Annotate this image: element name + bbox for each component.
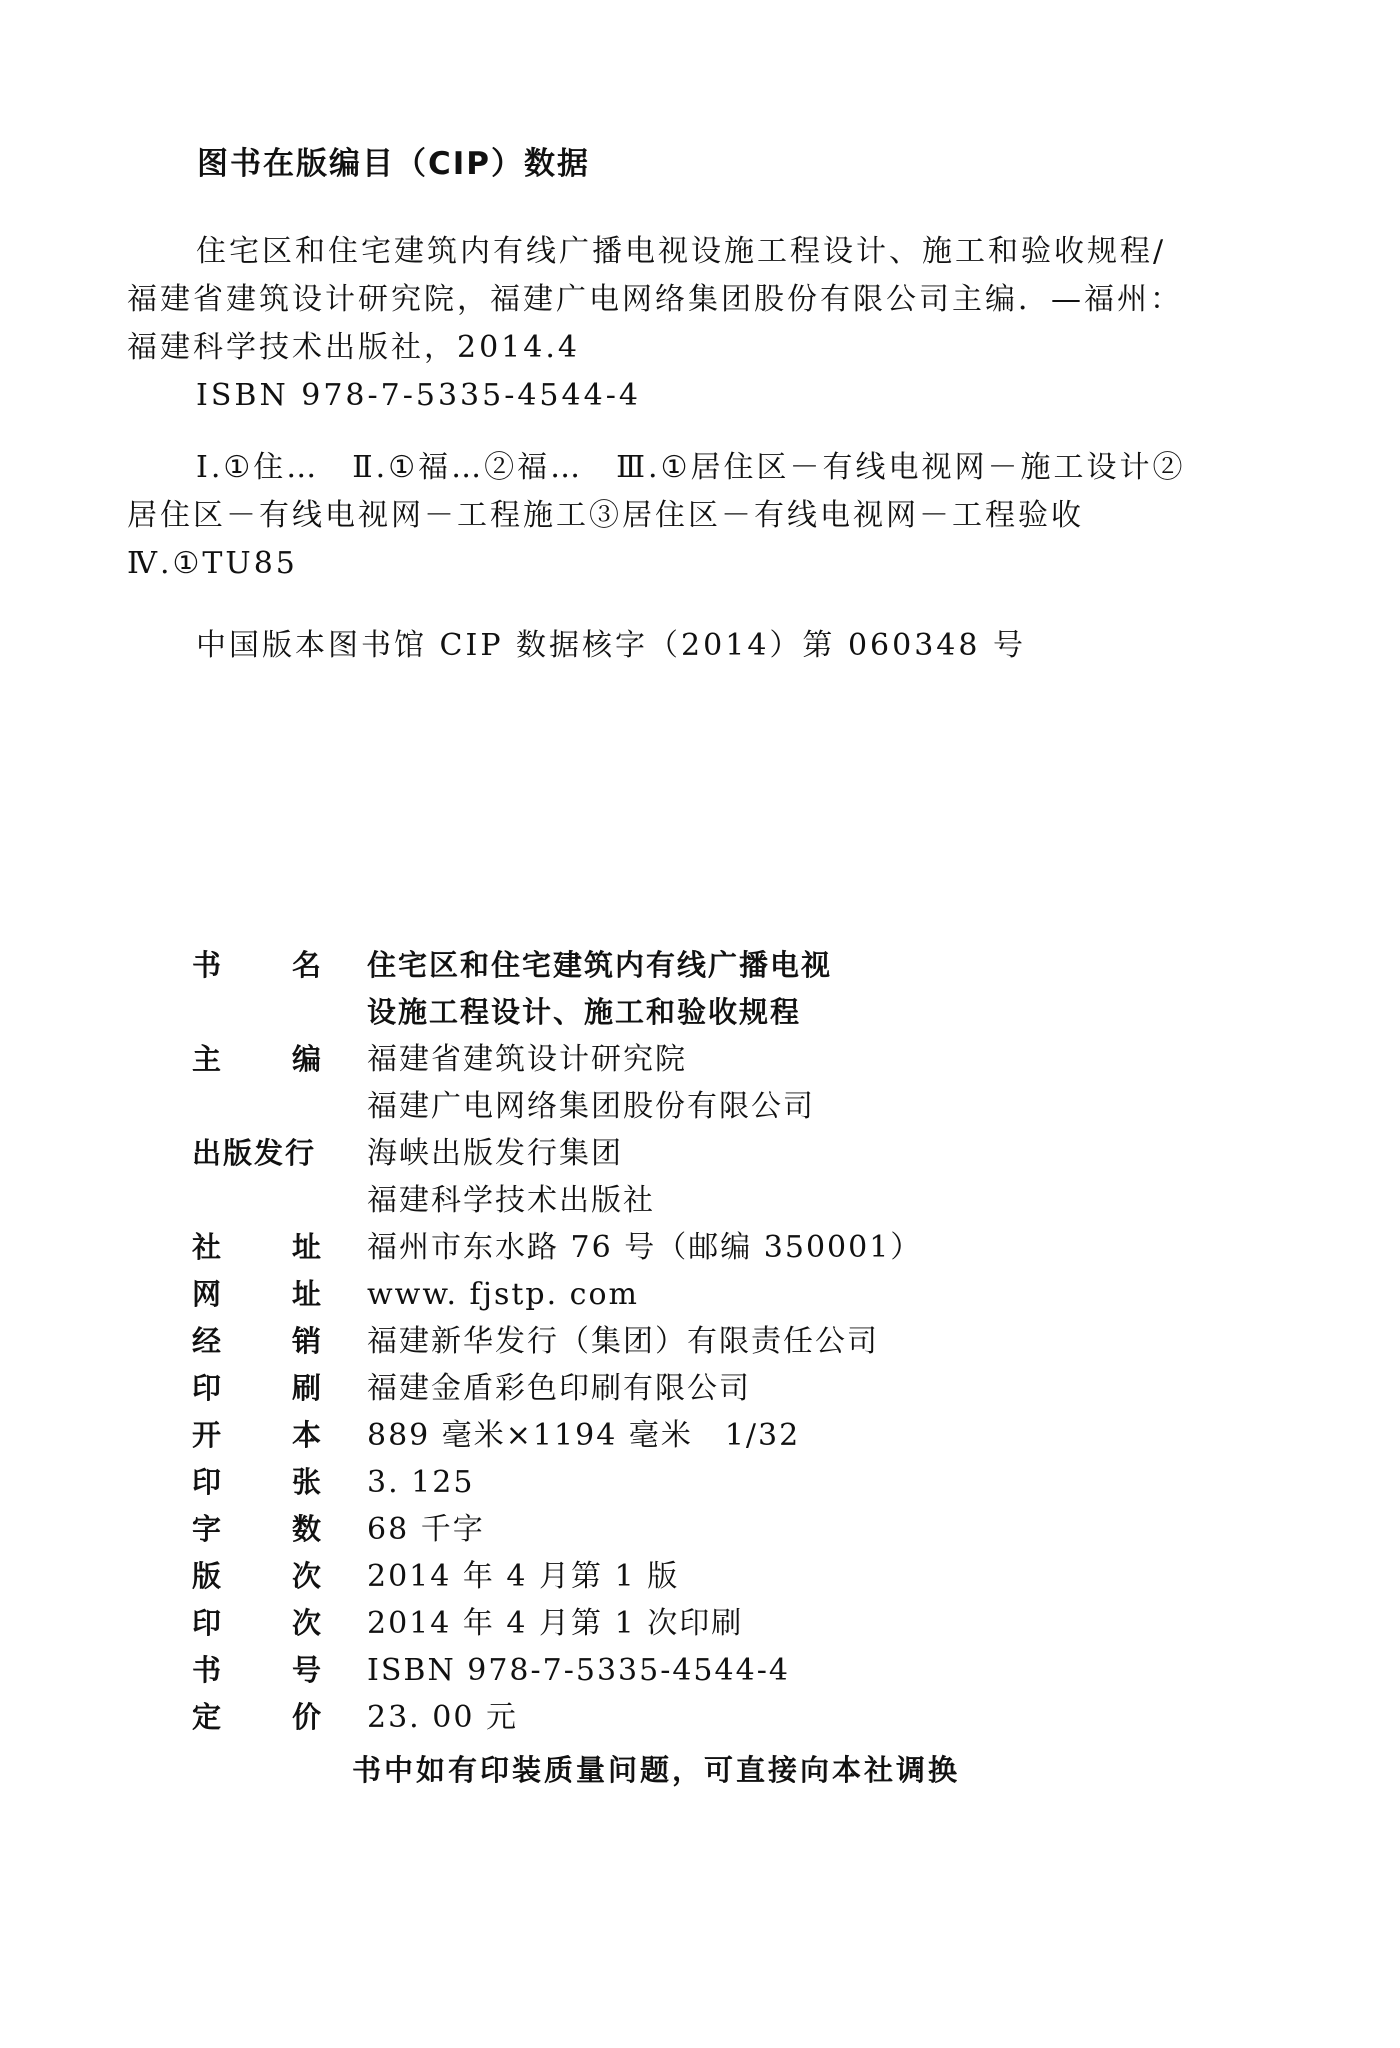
address-value: 福州市东水路 76 号（邮编 350001） — [367, 1230, 923, 1265]
publication-info — [192, 942, 1192, 1741]
sheets-value: 3. 125 — [367, 1465, 475, 1500]
info-row-title — [192, 942, 1192, 1036]
format-value: 889 毫米×1194 毫米 1/32 — [367, 1418, 801, 1453]
isbn-value: ISBN 978-7-5335-4544-4 — [367, 1653, 790, 1688]
cip-entry — [127, 228, 1197, 670]
info-label: 印 张 — [192, 1465, 323, 1499]
info-label: 印 刷 — [192, 1371, 323, 1405]
info-label: 经 销 — [192, 1324, 323, 1358]
printer-value: 福建金盾彩色印刷有限公司 — [367, 1371, 751, 1406]
info-row-website — [192, 1271, 1192, 1318]
info-row-edition — [192, 1553, 1192, 1600]
info-row-publisher — [192, 1130, 1192, 1224]
book-title: 住宅区和住宅建筑内有线广播电视 设施工程设计、施工和验收规程 — [367, 948, 833, 1029]
info-label: 书 名 — [192, 948, 323, 982]
info-row-isbn — [192, 1647, 1192, 1694]
info-row-words — [192, 1506, 1192, 1553]
info-label: 书 号 — [192, 1653, 323, 1687]
info-label: 开 本 — [192, 1418, 323, 1452]
info-row-sheets — [192, 1459, 1192, 1506]
info-row-editor — [192, 1036, 1192, 1130]
info-row-format — [192, 1412, 1192, 1459]
edition-value: 2014 年 4 月第 1 版 — [367, 1559, 680, 1594]
info-row-price — [192, 1694, 1192, 1741]
cip-isbn-line: ISBN 978-7-5335-4544-4 — [196, 378, 641, 413]
info-label: 字 数 — [192, 1512, 323, 1546]
words-value: 68 千字 — [367, 1512, 485, 1547]
info-row-address — [192, 1224, 1192, 1271]
info-row-printer — [192, 1365, 1192, 1412]
quality-notice: 书中如有印装质量问题，可直接向本社调换 — [352, 1753, 961, 1787]
cip-heading: 图书在版编目（CIP）数据 — [197, 146, 591, 182]
info-label: 社 址 — [192, 1230, 323, 1264]
printing-value: 2014 年 4 月第 1 次印刷 — [367, 1606, 744, 1641]
editor-value: 福建省建筑设计研究院 福建广电网络集团股份有限公司 — [367, 1042, 815, 1124]
info-label: 版 次 — [192, 1559, 323, 1593]
distributor-value: 福建新华发行（集团）有限责任公司 — [367, 1324, 879, 1359]
cip-title-line: 住宅区和住宅建筑内有线广播电视设施工程设计、施工和验收规程/福建省建筑设计研究院，福建广电网络集团股份有限公司主编．—福州：福建科学技术出版社，2014.4 — [127, 234, 1183, 365]
info-row-printing — [192, 1600, 1192, 1647]
cip-record-number: 中国版本图书馆 CIP 数据核字（2014）第 060348 号 — [196, 628, 1027, 663]
info-label: 主 编 — [192, 1042, 323, 1076]
info-label: 出版发行 — [192, 1136, 317, 1170]
info-row-distributor — [192, 1318, 1192, 1365]
info-label: 印 次 — [192, 1606, 323, 1640]
price-value: 23. 00 元 — [367, 1700, 518, 1735]
website-value: www. fjstp. com — [367, 1277, 639, 1312]
cip-classification-line: Ⅰ.①住… Ⅱ.①福…②福… Ⅲ.①居住区－有线电视网－施工设计②居住区－有线电视网－工程施工③居住区－有线电视网－工程验收 Ⅳ.①TU85 — [127, 450, 1186, 581]
publisher-value: 海峡出版发行集团 福建科学技术出版社 — [367, 1136, 655, 1218]
info-label: 定 价 — [192, 1700, 323, 1734]
info-label: 网 址 — [192, 1277, 323, 1311]
